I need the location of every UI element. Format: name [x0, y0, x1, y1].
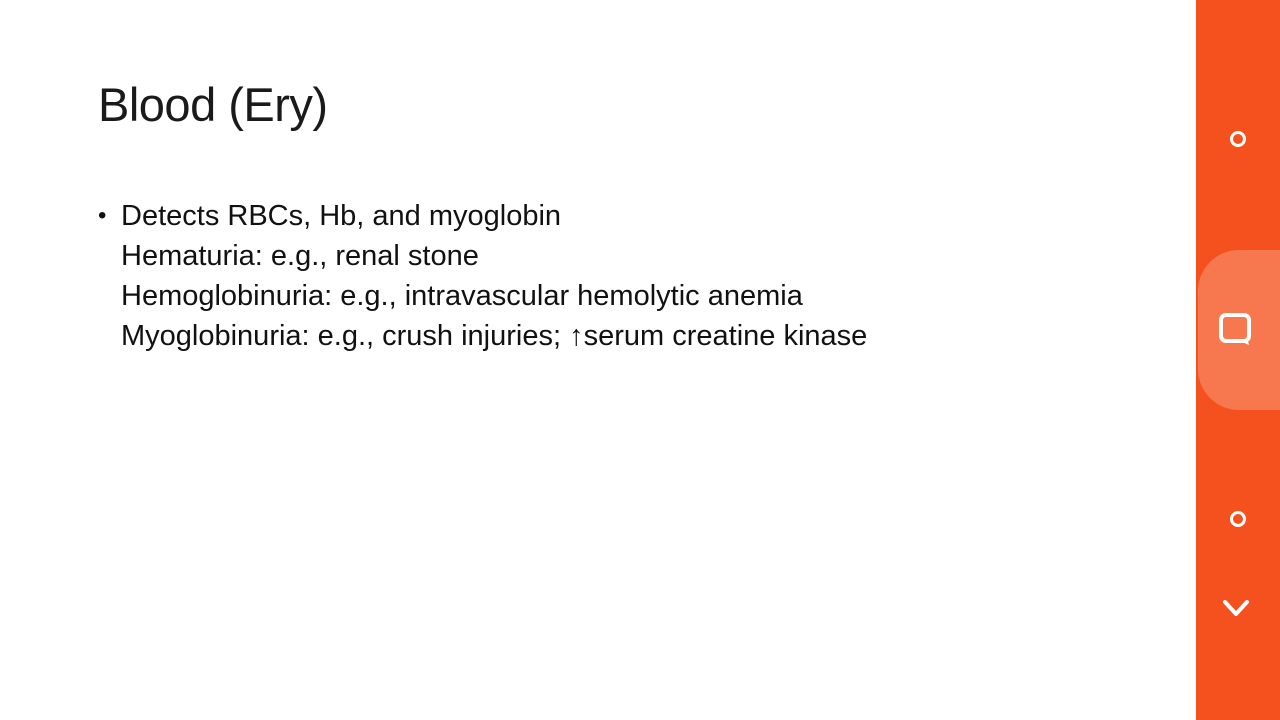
- chevron-down-icon[interactable]: [1221, 596, 1251, 620]
- bullet-line-1: Detects RBCs, Hb, and myoglobin: [121, 200, 562, 232]
- bullet-marker: •: [98, 202, 107, 229]
- previous-dot-icon[interactable]: [1230, 131, 1246, 147]
- bullet-line-2: Hematuria: e.g., renal stone: [121, 240, 479, 272]
- comment-icon: [1218, 312, 1254, 348]
- bullet-item: [121, 196, 867, 356]
- next-dot-icon[interactable]: [1230, 511, 1246, 527]
- navigation-sidebar: [1196, 0, 1280, 720]
- comment-button[interactable]: [1198, 250, 1280, 410]
- slide-title: Blood (Ery): [98, 78, 328, 131]
- bullet-line-3: Hemoglobinuria: e.g., intravascular hemolytic anemia: [121, 280, 803, 312]
- bullet-line-4: Myoglobinuria: e.g., crush injuries; ↑serum creatine kinase: [121, 320, 868, 352]
